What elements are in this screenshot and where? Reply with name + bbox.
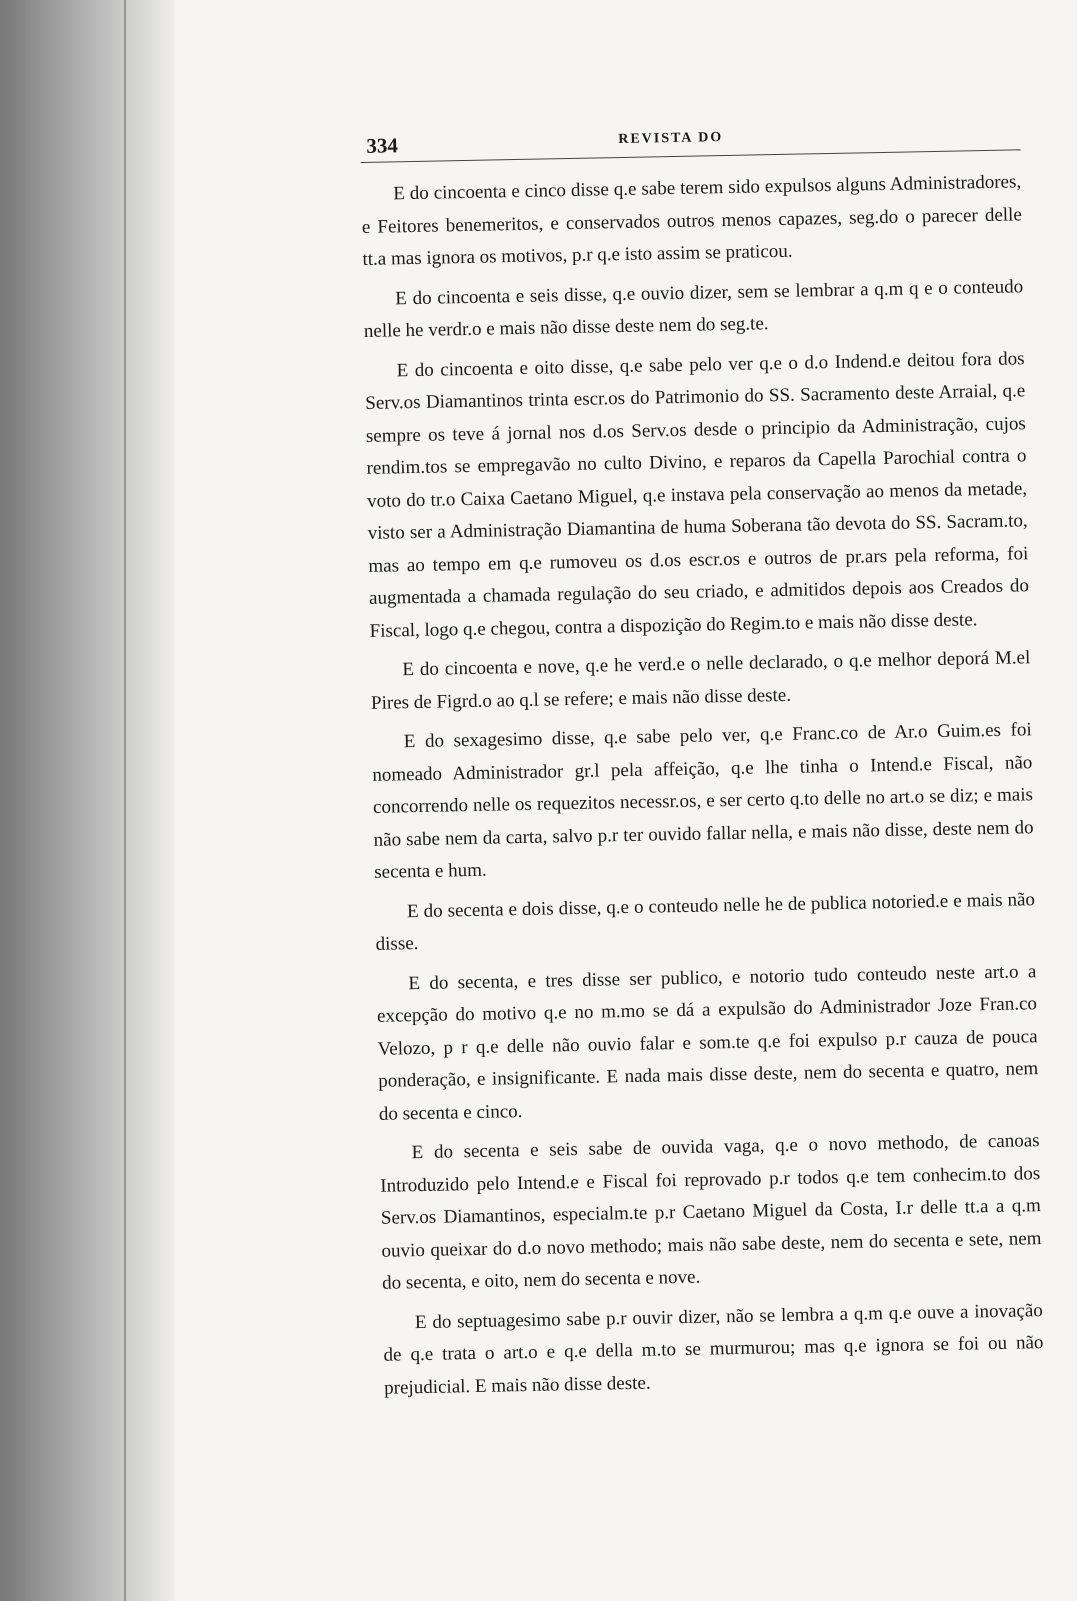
paragraph-55: E do cincoenta e cinco disse q.e sabe terem sido expulsos alguns Administradores, e Feitores benemeritos, e conservados outros menos capazes, seg.do o parecer delle tt.a mas ignora os motivos, p.r q.e isto assim se praticou.	[361, 171, 1022, 270]
paragraph-62: E do secenta e dois disse, q.e o conteudo nelle he de publica notoried.e e mais não disse.	[375, 888, 1036, 955]
paragraph-60: E do sexagesimo disse, q.e sabe pelo ver, q.e Franc.co de Ar.o Guim.es foi nomeado Administrador gr.l pela affeição, q.e lhe tinha o Intend.e Fiscal, não concorrendo nelle os requezitos necessr.os, e ser certo q.to delle no art.o se diz; e mais não sabe nem da carta, salvo p.r ter ouvido fallar nella, e mais não disse, deste nem do secenta e hum.	[372, 719, 1034, 883]
book-page	[360, 115, 1045, 1411]
paragraph-70: E do septuagesimo sabe p.r ouvir dizer, não se lembra a q.m q.e ouve a inovação de q.e trata o art.o e q.e della m.to se murmurou; mas q.e ignora se foi ou não prejudicial. E mais não disse deste.	[383, 1299, 1044, 1399]
paragraph-63: E do secenta, e tres disse ser publico, e notorio tudo conteudo neste art.o a excepção do motivo q.e no m.mo se dá a expulsão do Administrador Joze Fran.co Velozo, p r q.e delle não ouvio falar e som.te q.e foi expulso p.r cauza de pouca ponderação, e insignificante. E nada mais disse deste, nem do secenta e quatro, nem do secenta e cinco.	[376, 960, 1039, 1125]
paragraph-66: E do secenta e seis sabe de ouvida vaga, q.e o novo methodo, de canoas Introduzido pelo Intend.e e Fiscal foi reprovado p.r todos q.e tem conhecim.to dos Serv.os Diamantinos, especialm.te p.r Caetano Miguel da Costa, I.r delle tt.a a q.m ouvio queixar do d.o novo methodo; mais não sabe deste, nem do secenta e sete, nem do secenta, e oito, nem do secenta e nove.	[380, 1130, 1042, 1294]
page-number: 334	[366, 133, 399, 158]
paragraph-58: E do cincoenta e oito disse, q.e sabe pelo ver q.e o d.o Indend.e deitou fora dos Serv.os Diamantinos trinta escr.os do Patrimonio do SS. Sacramento deste Arraial, q.e sempre os teve á jornal nos d.os Serv.os desde o principio da Administração, cujos rendim.tos se empregavão no culto Divino, e reparos da Capella Parochial contra o voto do tr.o Caixa Caetano Miguel, q.e instava pela conservação ao menos da metade, visto ser a Administração Diamantina de huma Soberana tão devota do SS. Sacram.to, mas ao tempo em q.e rumoveu os d.os escr.os e outros de pr.ars pela reforma, foi augmentada a chamada regulação do seu criado, e admitidos depois aos Creados do Fiscal, logo q.e chegou, contra a dispozição do Regim.to e mais não disse deste.	[365, 347, 1030, 642]
paragraph-59: E do cincoenta e nove, q.e he verd.e o nelle declarado, o q.e melhor deporá M.el Pires de Figrd.o ao q.l se refere; e mais não disse deste.	[370, 647, 1031, 714]
running-header	[360, 115, 1021, 163]
binding-edge	[124, 0, 126, 1601]
paragraph-56: E do cincoenta e seis disse, q.e ouvio dizer, sem se lembrar a q.m q e o conteudo nelle he verdr.o e mais não disse deste nem do seg.te.	[363, 275, 1024, 342]
body-text	[361, 166, 1044, 1404]
journal-title: REVISTA DO	[618, 130, 724, 148]
binding-gutter	[0, 0, 175, 1601]
